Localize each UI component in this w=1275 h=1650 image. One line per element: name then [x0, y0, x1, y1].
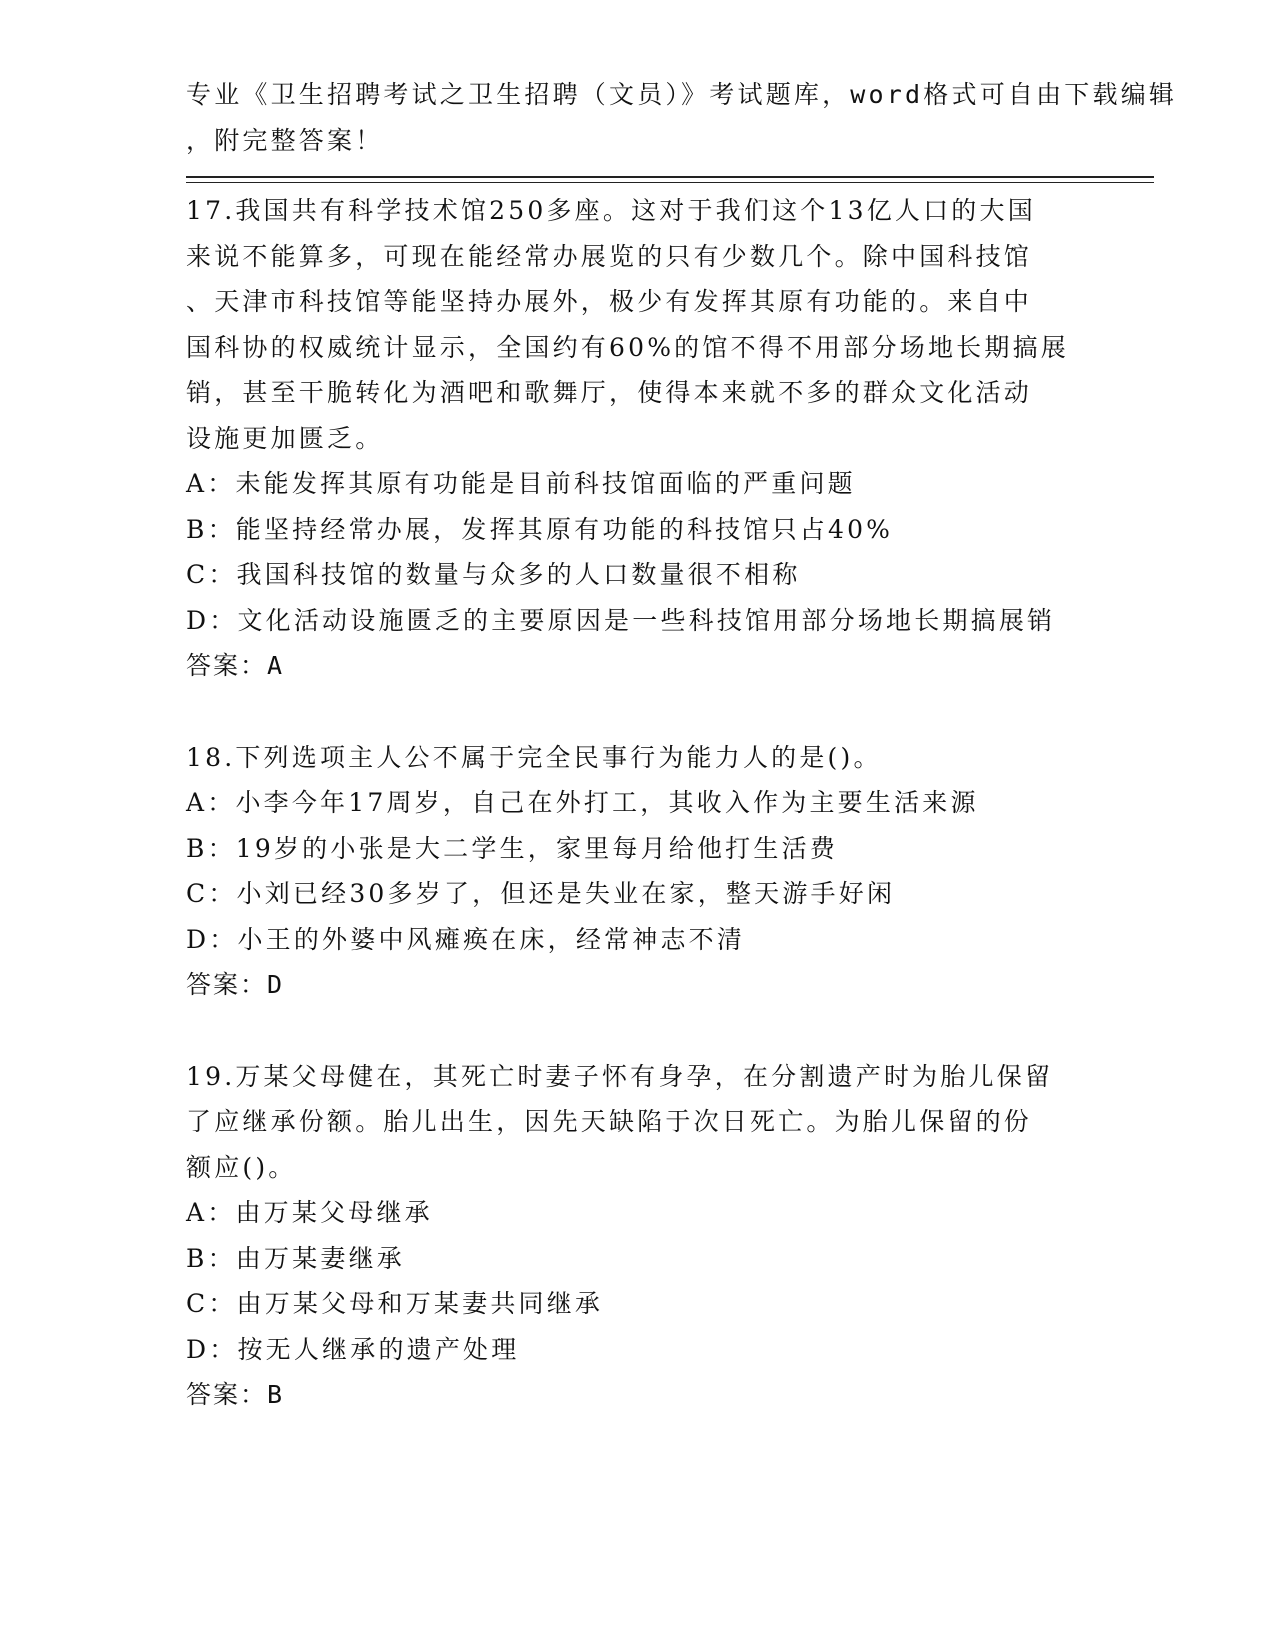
- option-a: A：由万某父母继承: [186, 1198, 433, 1227]
- option-b: B：能坚持经常办展，发挥其原有功能的科技馆只占40%: [186, 514, 894, 544]
- document-header: [186, 72, 1178, 163]
- question-text: 18.下列选项主人公不属于完全民事行为能力人的是()。: [186, 742, 882, 772]
- answer-value: B: [267, 1380, 285, 1409]
- question-text: 设施更加匮乏。: [186, 423, 384, 453]
- option-c: C：小刘已经30多岁了，但还是失业在家，整天游手好闲: [186, 879, 896, 908]
- option-a: A：小李今年17周岁，自己在外打工，其收入作为主要生活来源: [186, 788, 979, 817]
- answer-value: D: [267, 970, 285, 999]
- option-b: B：由万某妻继承: [186, 1243, 405, 1273]
- answer-label: 答案：: [186, 970, 268, 999]
- question-19: [186, 1054, 1146, 1418]
- header-rule: [186, 176, 1154, 178]
- answer-label: 答案：: [186, 651, 268, 680]
- option-b: B：19岁的小张是大二学生，家里每月给他打生活费: [186, 833, 838, 863]
- question-text: 来说不能算多，可现在能经常办展览的只有少数几个。除中国科技馆: [186, 241, 1033, 271]
- question-text: 了应继承份额。胎儿出生，因先天缺陷于次日死亡。为胎儿保留的份: [186, 1107, 1033, 1136]
- answer: [186, 962, 1146, 1008]
- option-c: C：我国科技馆的数量与众多的人口数量很不相称: [186, 560, 801, 589]
- option-d: D：小王的外婆中风瘫痪在床，经常神志不清: [186, 924, 746, 954]
- answer-label: 答案：: [186, 1380, 268, 1409]
- option-d: D：文化活动设施匮乏的主要原因是一些科技馆用部分场地长期搞展销: [186, 605, 1056, 635]
- question-text: 额应()。: [186, 1152, 297, 1182]
- header-line: 专业《卫生招聘考试之卫生招聘（文员）》考试题库，word格式可自由下载编辑: [186, 80, 1178, 109]
- header-line: ，附完整答案！: [186, 125, 384, 155]
- option-d: D：按无人继承的遗产处理: [186, 1334, 520, 1364]
- question-17: [186, 188, 1146, 689]
- question-text: 销，甚至干脆转化为酒吧和歌舞厅，使得本来就不多的群众文化活动: [186, 378, 1033, 407]
- question-list: [186, 188, 1146, 1464]
- question-text: 19.万某父母健在，其死亡时妻子怀有身孕，在分割遗产时为胎儿保留: [186, 1061, 1054, 1091]
- header-rule: [186, 182, 1154, 183]
- answer: [186, 1372, 1146, 1418]
- option-c: C：由万某父母和万某妻共同继承: [186, 1289, 604, 1318]
- question-text: 、天津市科技馆等能坚持办展外，极少有发挥其原有功能的。来自中: [186, 287, 1033, 316]
- question-18: [186, 735, 1146, 1008]
- question-text: 国科协的权威统计显示，全国约有60%的馆不得不用部分场地长期搞展: [186, 332, 1069, 362]
- question-text: 17.我国共有科学技术馆250多座。这对于我们这个13亿人口的大国: [186, 196, 1036, 225]
- answer: [186, 643, 1146, 689]
- answer-value: A: [267, 651, 285, 680]
- option-a: A：未能发挥其原有功能是目前科技馆面临的严重问题: [186, 469, 856, 498]
